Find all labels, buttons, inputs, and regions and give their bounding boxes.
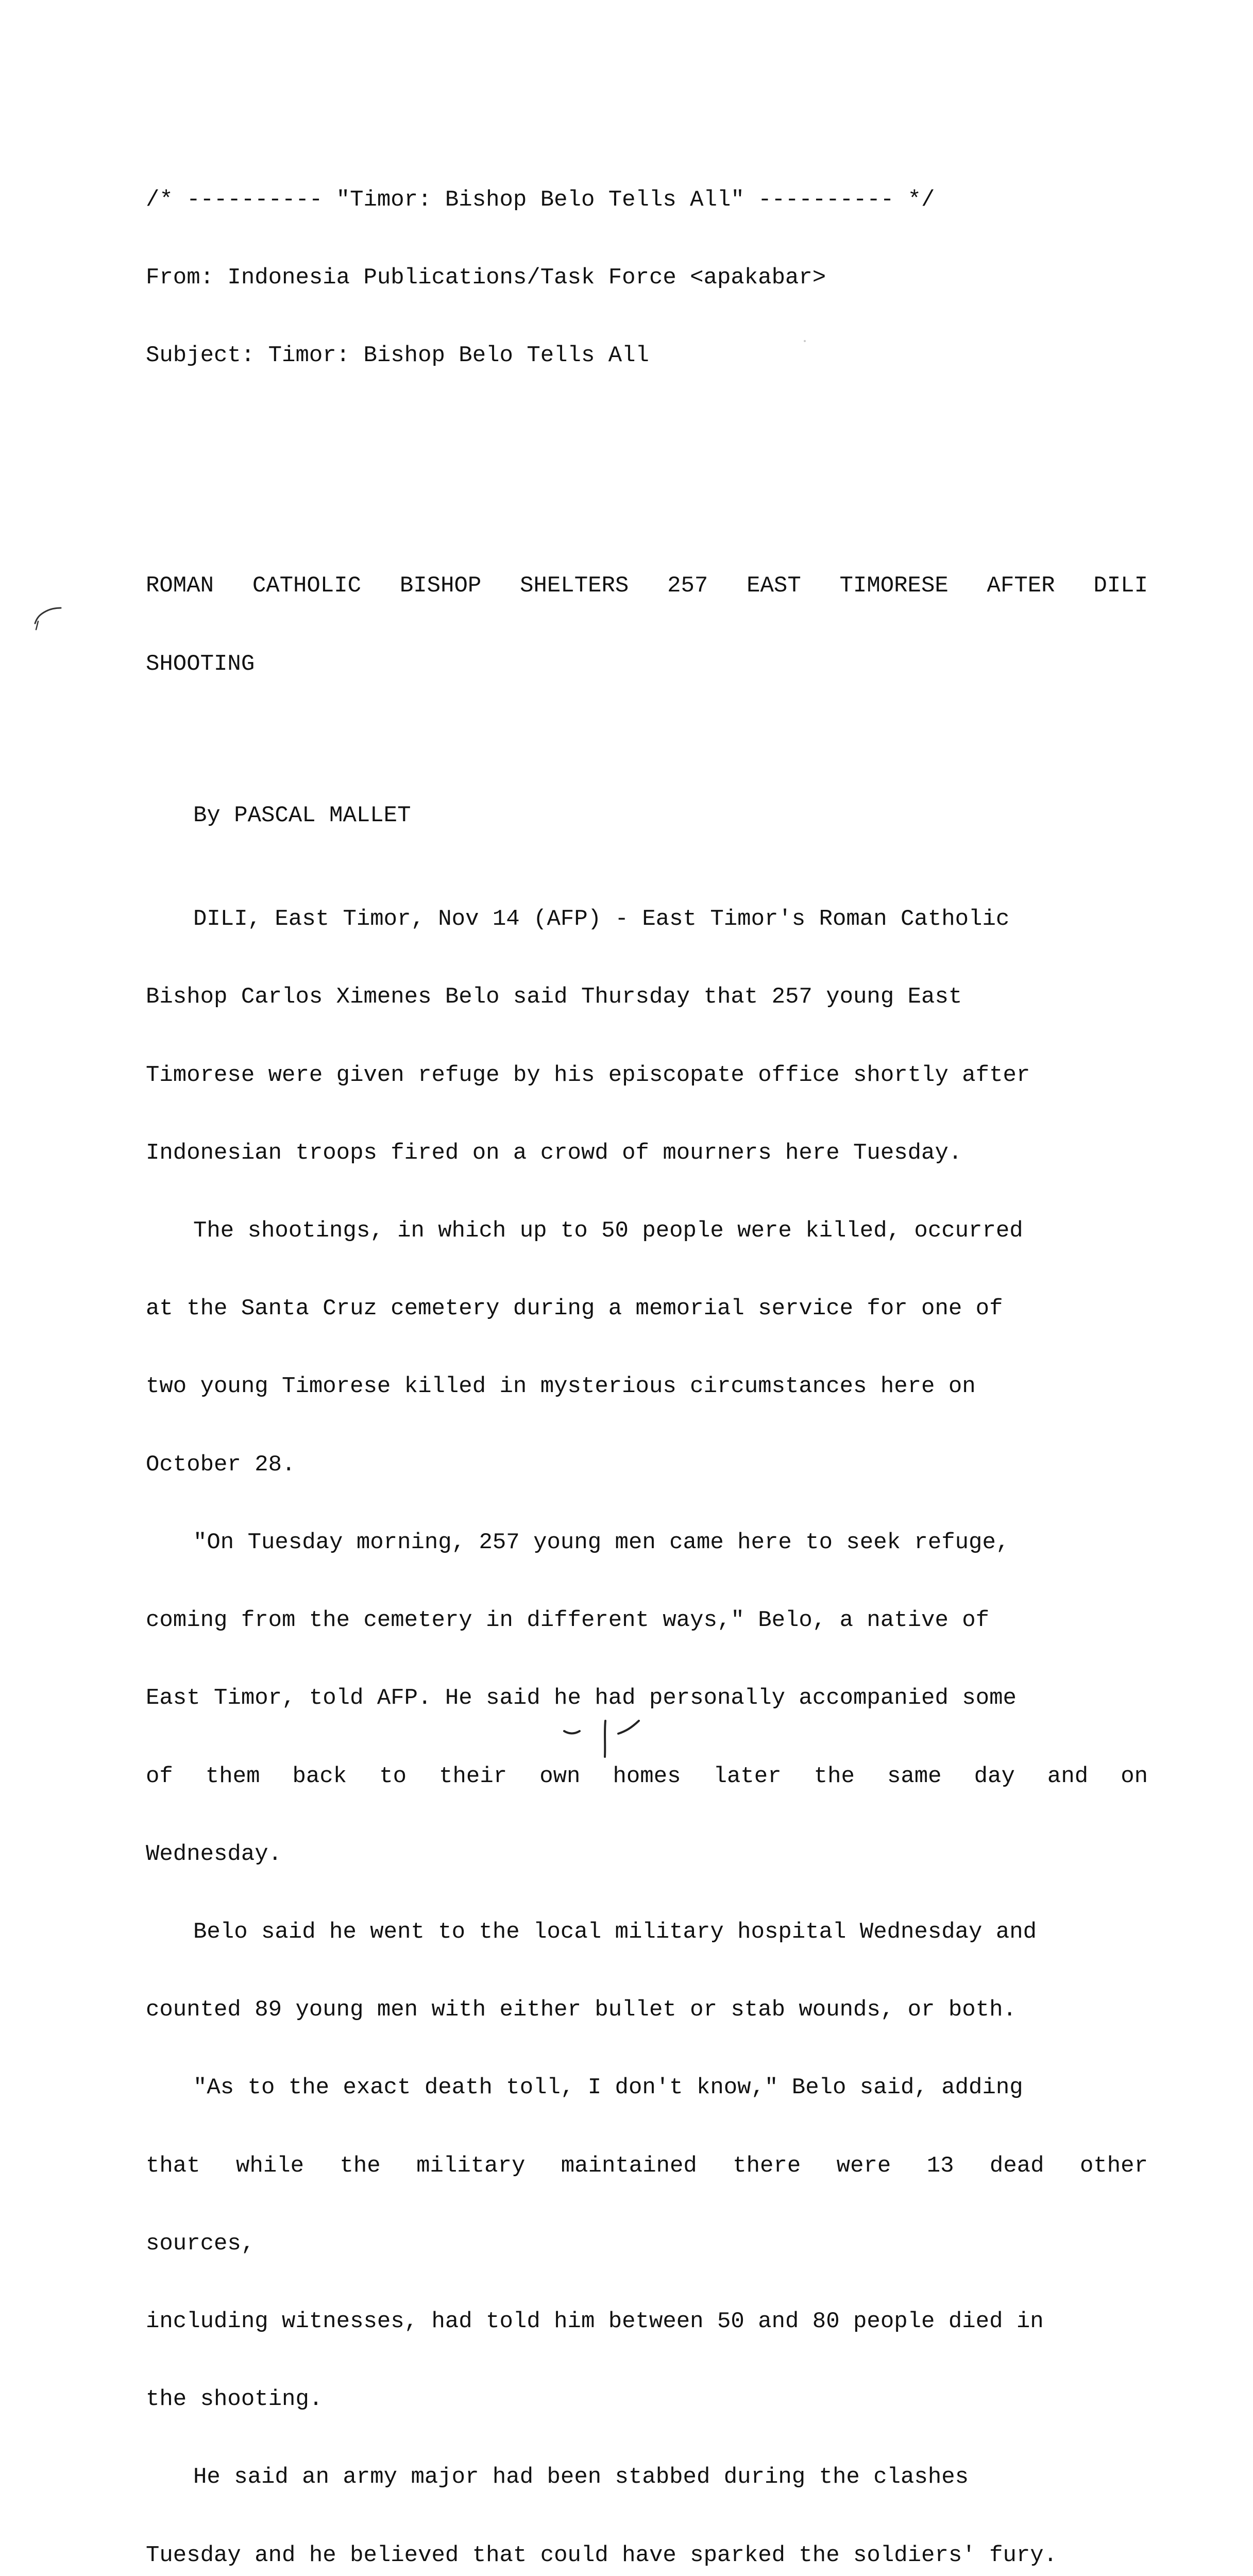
body-line: "As to the exact death toll, I don't know," Belo said, adding [193, 2075, 1023, 2101]
body-line: of them back to their own homes later the same day and on [146, 1763, 1148, 1789]
scan-speck [804, 340, 806, 342]
body-line: "On Tuesday morning, 257 young men came here to seek refuge, [193, 1529, 1010, 1555]
body-line: at the Santa Cruz cemetery during a memorial service for one of [146, 1296, 1003, 1322]
body-line: East Timor, told AFP. He said he had personally accompanied some [146, 1685, 1017, 1711]
body-line: Indonesian troops fired on a crowd of mourners here Tuesday. [146, 1140, 962, 1166]
handwritten-page-number-icon [554, 1716, 657, 1762]
body-line: October 28. [146, 1451, 296, 1478]
body-line: Wednesday. [146, 1841, 282, 1867]
body-line: Timorese were given refuge by his episcopate office shortly after [146, 1062, 1030, 1088]
byline: By PASCAL MALLET [193, 802, 411, 828]
margin-pen-mark-icon [31, 598, 67, 634]
body-line: counted 89 young men with either bullet or stab wounds, or both. [146, 1997, 1017, 2023]
body-line: coming from the cemetery in different ways," Belo, a native of [146, 1607, 990, 1634]
body-line: He said an army major had been stabbed during the clashes [193, 2464, 969, 2490]
headline-line-2: SHOOTING [146, 651, 255, 677]
body-line: The shootings, in which up to 50 people were killed, occurred [193, 1218, 1023, 1244]
body-line: Tuesday and he believed that could have sparked the soldiers' fury. [146, 2542, 1058, 2568]
body-line: including witnesses, had told him between 50 and 80 people died in [146, 2308, 1044, 2334]
headline-line-1: ROMAN CATHOLIC BISHOP SHELTERS 257 EAST TIMORESE AFTER DILI [146, 573, 1148, 599]
body-line: Bishop Carlos Ximenes Belo said Thursday that 257 young East [146, 984, 962, 1010]
from-line: From: Indonesia Publications/Task Force <apakabar> [146, 265, 826, 291]
body-line: that while the military maintained there were 13 dead other [146, 2153, 1148, 2179]
body-line: Belo said he went to the local military hospital Wednesday and [193, 1919, 1037, 1945]
header-separator-line: /* ---------- "Timor: Bishop Belo Tells All" ---------- */ [146, 187, 935, 213]
body-line: the shooting. [146, 2386, 323, 2413]
body-line: two young Timorese killed in mysterious circumstances here on [146, 1374, 976, 1400]
subject-line: Subject: Timor: Bishop Belo Tells All [146, 343, 649, 369]
body-line: DILI, East Timor, Nov 14 (AFP) - East Timor's Roman Catholic [193, 906, 1010, 933]
body-line: sources, [146, 2230, 255, 2257]
document-text [146, 135, 1156, 2576]
